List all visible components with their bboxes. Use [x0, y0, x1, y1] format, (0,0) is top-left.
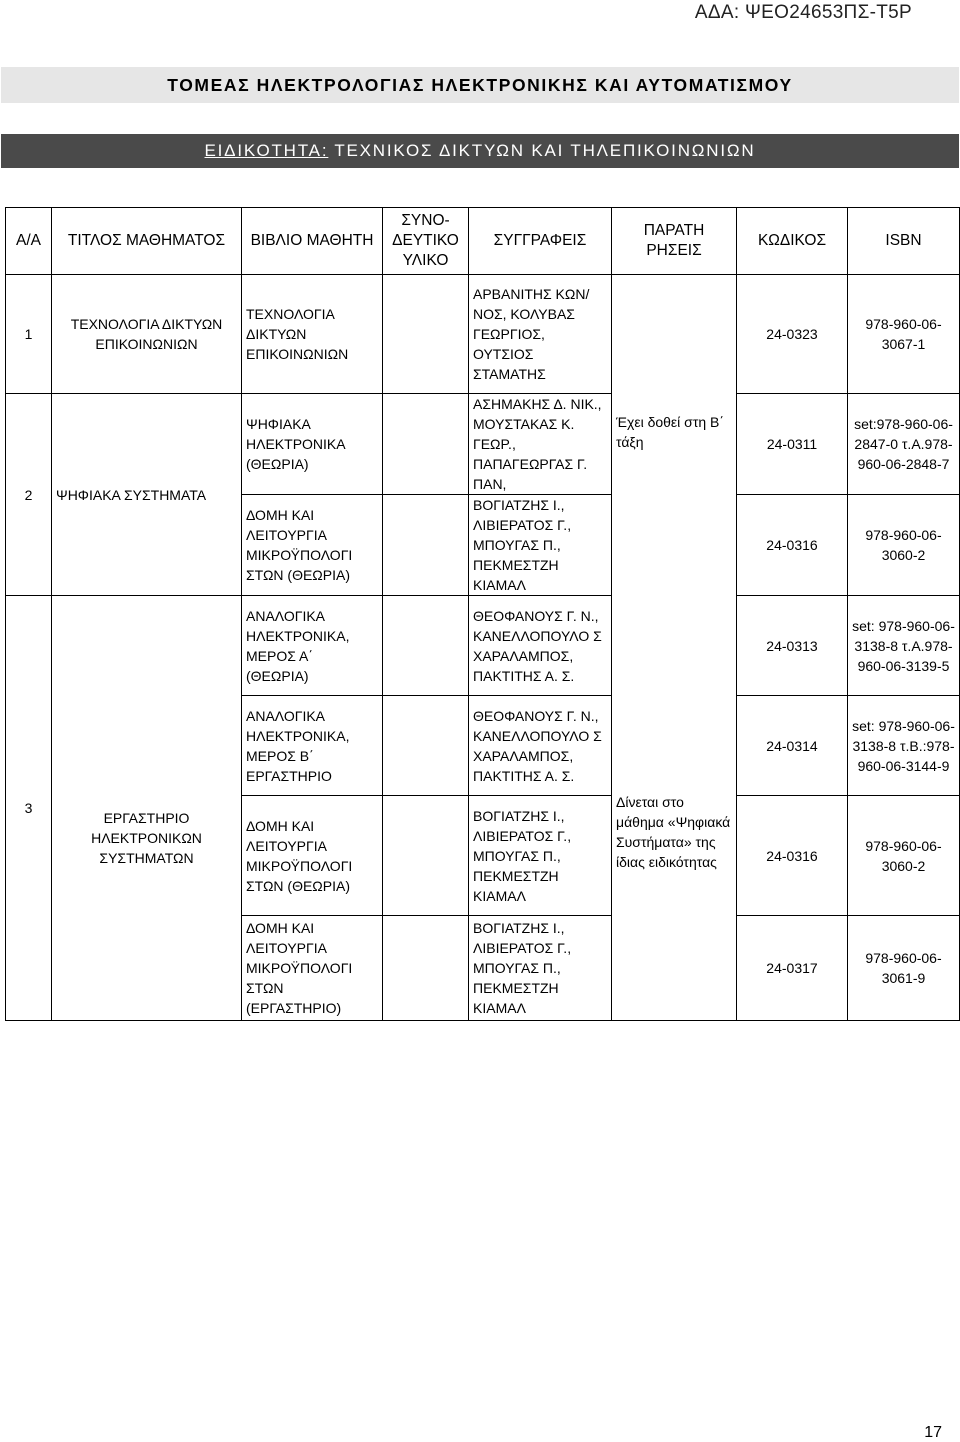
supplementary-material: [383, 394, 469, 495]
supplementary-material: [383, 596, 469, 696]
book-code: 24-0313: [737, 596, 848, 696]
page-number: 17: [924, 1424, 942, 1441]
authors: ΑΡΒΑΝΙΤΗΣ ΚΩΝ/ΝΟΣ, ΚΟΛΥΒΑΣ ΓΕΩΡΓΙΟΣ, ΟΥΤΣΙΟΣ ΣΤΑΜΑΤΗΣ: [469, 275, 612, 394]
header-supplementary: ΣΥΝΟ-ΔΕΥΤΙΚΟ ΥΛΙΚΟ: [383, 208, 469, 275]
authors: ΒΟΓΙΑΤΖΗΣ Ι., ΛΙΒΙΕΡΑΤΟΣ Γ., ΜΠΟΥΓΑΣ Π., ΠΕΚΜΕΣΤΖΗ ΚΙΑΜΑΛ: [469, 796, 612, 916]
notes: Δίνεται στο μάθημα «Ψηφιακά Συστήματα» της ίδιας ειδικότητας: [612, 696, 737, 1021]
sector-title: ΤΟΜΕΑΣ ΗΛΕΚΤΡΟΛΟΓΙΑΣ ΗΛΕΚΤΡΟΝΙΚΗΣ ΚΑΙ ΑΥΤΟΜΑΤΙΣΜΟΥ: [1, 67, 959, 103]
document-reference: ΑΔΑ: ΨΕΟ24653ΠΣ-Τ5Ρ: [694, 2, 912, 23]
supplementary-material: [383, 275, 469, 394]
student-book: ΑΝΑΛΟΓΙΚΑ ΗΛΕΚΤΡΟΝΙΚΑ, ΜΕΡΟΣ Β΄ ΕΡΓΑΣΤΗΡΙΟ: [242, 696, 383, 796]
authors: ΑΣΗΜΑΚΗΣ Δ. ΝΙΚ., ΜΟΥΣΤΑΚΑΣ Κ. ΓΕΩΡ., ΠΑΠΑΓΕΩΡΓΑΣ Γ. ΠΑΝ,: [469, 394, 612, 495]
student-book: ΤΕΧΝΟΛΟΓΙΑ ΔΙΚΤΥΩΝ ΕΠΙΚΟΙΝΩΝΙΩΝ: [242, 275, 383, 394]
notes: Έχει δοθεί στη Β΄ τάξη: [612, 394, 737, 696]
authors: ΘΕΟΦΑΝΟΥΣ Γ. Ν., ΚΑΝΕΛΛΟΠΟΥΛΟ Σ ΧΑΡΑΛΑΜΠΟΣ, ΠΑΚΤΙΤΗΣ Α. Σ.: [469, 696, 612, 796]
course-title: ΕΡΓΑΣΤΗΡΙΟ ΗΛΕΚΤΡΟΝΙΚΩΝ ΣΥΣΤΗΜΑΤΩΝ: [52, 596, 242, 1021]
notes: [612, 275, 737, 394]
table-row: [6, 275, 960, 394]
supplementary-material: [383, 696, 469, 796]
header-course-title: ΤΙΤΛΟΣ ΜΑΘΗΜΑΤΟΣ: [52, 208, 242, 275]
course-number: 1: [6, 275, 52, 394]
book-code: 24-0311: [737, 394, 848, 495]
supplementary-material: [383, 916, 469, 1021]
specialty-value: ΤΕΧΝΙΚΟΣ ΔΙΚΤΥΩΝ ΚΑΙ ΤΗΛΕΠΙΚΟΙΝΩΝΙΩΝ: [334, 141, 756, 160]
student-book: ΔΟΜΗ ΚΑΙ ΛΕΙΤΟΥΡΓΙΑ ΜΙΚΡΟΫΠΟΛΟΓΙ ΣΤΩΝ (ΘΕΩΡΙΑ): [242, 796, 383, 916]
course-number: 2: [6, 394, 52, 596]
isbn: set:978-960-06-2847-0 τ.Α.978-960-06-2848-7: [848, 394, 960, 495]
supplementary-material: [383, 495, 469, 596]
course-number: 3: [6, 596, 52, 1021]
book-code: 24-0314: [737, 696, 848, 796]
table-row: [6, 596, 960, 696]
authors: ΒΟΓΙΑΤΖΗΣ Ι., ΛΙΒΙΕΡΑΤΟΣ Γ., ΜΠΟΥΓΑΣ Π., ΠΕΚΜΕΣΤΖΗ ΚΙΑΜΑΛ: [469, 495, 612, 596]
textbooks-table: [5, 207, 960, 1021]
book-code: 24-0316: [737, 495, 848, 596]
isbn: set: 978-960-06-3138-8 τ.Β.:978-960-06-3144-9: [848, 696, 960, 796]
student-book: ΑΝΑΛΟΓΙΚΑ ΗΛΕΚΤΡΟΝΙΚΑ, ΜΕΡΟΣ Α΄ (ΘΕΩΡΙΑ): [242, 596, 383, 696]
specialty-label: ΕΙΔΙΚΟΤΗΤΑ:: [204, 141, 329, 160]
isbn: 978-960-06-3061-9: [848, 916, 960, 1021]
header-code: ΚΩΔΙΚΟΣ: [737, 208, 848, 275]
supplementary-material: [383, 796, 469, 916]
student-book: ΔΟΜΗ ΚΑΙ ΛΕΙΤΟΥΡΓΙΑ ΜΙΚΡΟΫΠΟΛΟΓΙ ΣΤΩΝ (ΕΡΓΑΣΤΗΡΙΟ): [242, 916, 383, 1021]
authors: ΘΕΟΦΑΝΟΥΣ Γ. Ν., ΚΑΝΕΛΛΟΠΟΥΛΟ Σ ΧΑΡΑΛΑΜΠΟΣ, ΠΑΚΤΙΤΗΣ Α. Σ.: [469, 596, 612, 696]
header-isbn: ISBN: [848, 208, 960, 275]
isbn: 978-960-06-3060-2: [848, 495, 960, 596]
table-row: [6, 394, 960, 495]
isbn: 978-960-06-3067-1: [848, 275, 960, 394]
student-book: ΨΗΦΙΑΚΑ ΗΛΕΚΤΡΟΝΙΚΑ (ΘΕΩΡΙΑ): [242, 394, 383, 495]
book-code: 24-0316: [737, 796, 848, 916]
course-title: ΨΗΦΙΑΚΑ ΣΥΣΤΗΜΑΤΑ: [52, 394, 242, 596]
header-authors: ΣΥΓΓΡΑΦΕΙΣ: [469, 208, 612, 275]
header-notes: ΠΑΡΑΤΗ ΡΗΣΕΙΣ: [612, 208, 737, 275]
table-header-row: [6, 208, 960, 275]
header-student-book: ΒΙΒΛΙΟ ΜΑΘΗΤΗ: [242, 208, 383, 275]
specialty-title: [1, 134, 959, 168]
isbn: set: 978-960-06-3138-8 τ.Α.978-960-06-3139-5: [848, 596, 960, 696]
book-code: 24-0323: [737, 275, 848, 394]
course-title: ΤΕΧΝΟΛΟΓΙΑ ΔΙΚΤΥΩΝ ΕΠΙΚΟΙΝΩΝΙΩΝ: [52, 275, 242, 394]
student-book: ΔΟΜΗ ΚΑΙ ΛΕΙΤΟΥΡΓΙΑ ΜΙΚΡΟΫΠΟΛΟΓΙ ΣΤΩΝ (ΘΕΩΡΙΑ): [242, 495, 383, 596]
authors: ΒΟΓΙΑΤΖΗΣ Ι., ΛΙΒΙΕΡΑΤΟΣ Γ., ΜΠΟΥΓΑΣ Π., ΠΕΚΜΕΣΤΖΗ ΚΙΑΜΑΛ: [469, 916, 612, 1021]
isbn: 978-960-06-3060-2: [848, 796, 960, 916]
header-aa: Α/Α: [6, 208, 52, 275]
book-code: 24-0317: [737, 916, 848, 1021]
